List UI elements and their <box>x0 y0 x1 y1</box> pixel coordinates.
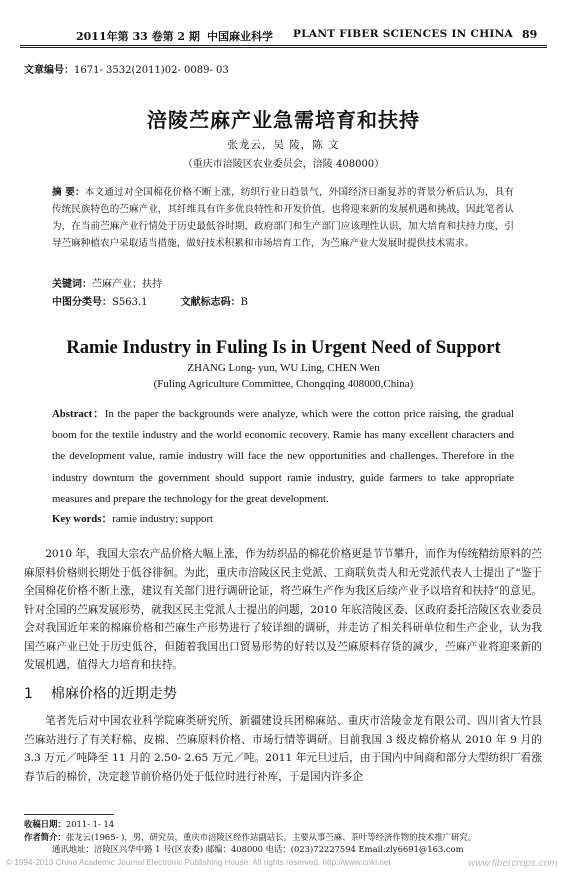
abstract-en-text: In the paper the backgrounds were analyze, which were the cotton price raising, the gradual boom for the textile industry and the world economic recovery. Ramie has many excellent characters and the development value, ramie industry will face the new opportunities and challenges. Therefore in the industry downturn the government should support ramie industry, guide farmers to take appropriate measures and prepare the technology for the great development. <box>52 408 514 505</box>
header-rule-thin <box>20 47 547 48</box>
header-journal-cn: 中国麻业科学 <box>207 30 273 43</box>
received-label: 收稿日期： <box>24 819 66 829</box>
classification <box>52 293 278 308</box>
title-en: Ramie Industry in Fuling Is in Urgent Need of Support <box>66 338 501 358</box>
received-value: 2011- 1- 14 <box>65 819 115 829</box>
clc-label: 中图分类号： <box>52 297 112 308</box>
abstract-cn <box>52 184 514 252</box>
keywords-en <box>52 511 213 526</box>
section-heading <box>24 683 177 703</box>
author-bio-value: 张龙云(1965- )，男，研究员，重庆市涪陵区经作站副站长。主要从事苎麻、茶叶等经济作物的技术推广研究。 <box>65 832 477 842</box>
section-title: 棉麻价格的近期走势 <box>50 686 177 702</box>
copyright-line: © 1994-2013 China Academic Journal Electronic Publishing House. All rights reserved. http://www.cnki.net <box>6 858 391 867</box>
authors-en: ZHANG Long- yun, WU Ling, CHEN Wen <box>187 362 380 374</box>
footnote-address: 通讯地址：涪陵区兴华中路 1 号(区农委) 邮编：408000 电话：(023)72227594 Email:zly6691@163.com <box>52 844 464 854</box>
header-journal-en: PLANT FIBER SCIENCES IN CHINA <box>293 28 513 40</box>
doc-code-value: B <box>240 297 249 308</box>
header-rule <box>20 45 547 46</box>
keywords-en-label: Key words： <box>52 513 113 525</box>
abstract-en <box>52 404 514 510</box>
affiliation-en: (Fuling Agriculture Committee, Chongqing 408000,China) <box>153 378 414 390</box>
keywords-cn-text: 苎麻产业；扶持 <box>92 279 162 290</box>
article-number <box>24 61 229 76</box>
affiliation-cn: （重庆市涪陵区农业委员会，涪陵 408000） <box>182 159 385 170</box>
author-bio-label: 作者简介： <box>24 832 66 842</box>
footnote-received <box>24 818 114 830</box>
keywords-cn-label: 关键词： <box>52 279 92 290</box>
clc-value: S563.1 <box>112 297 148 308</box>
article-number-label: 文章编号： <box>24 65 74 76</box>
keywords-en-text: ramie industry; support <box>112 513 214 525</box>
header-issue: 2011年第 33 卷第 2 期 <box>76 30 200 43</box>
intro-paragraph: 2010 年，我国大宗农产品价格大幅上涨，作为纺织品的棉花价格更是节节攀升，而作为传统精纺原料的苎麻原料价格则长期处于低谷徘徊。为此，重庆市涪陵区民主党派、工商联负责人和无党派代表人士提出了“鉴于全国棉花价格不断上涨，建议有关部门进行调研论证，将苎麻生产作为我区后续产业予以培育和扶持”的意见。针对全国的苎麻发展形势，就我区民主党派人士提出的问题，2010 年底涪陵区委、区政府委托涪陵区农业委员会对我国近年来的棉麻价格和苎麻生产形势进行了较详细的调研，并走访了相关科研单位和生产企业，认为我国苎麻产业已处于历史低谷，但随着我国出口贸易形势的好转以及苎麻原料存货的减少，苎麻产业将迎来新的发展机遇，值得大力培育和扶持。 <box>24 548 542 671</box>
article-number-value: 1671- 3532(2011)02- 0089- 03 <box>74 65 229 76</box>
title-cn: 涪陵苎麻产业急需培育和扶持 <box>147 108 420 132</box>
abstract-cn-text: 本文通过对全国棉花价格不断上涨，纺织行业日趋景气，外国经济日渐复苏的背景分析后认为，具有传统民族特色的苎麻产业，其纤维具有许多优良特性和开发价值，也将迎来新的发展机遇和挑战。因此笔者认为，在当前苎麻产业行情处于历史最低谷时期，政府部门和生产部门应该理性认识，加大培育和扶持力度，引导苎麻种植农户采取适当措施，做好技术积累和市场培育工作，为苎麻产业大发展时提供技术需求。 <box>52 187 514 249</box>
watermark: www.fibercrops.com <box>468 858 558 869</box>
section-number: 1 <box>24 686 33 702</box>
abstract-en-label: Abstract： <box>52 408 105 420</box>
footnote-rule <box>24 814 114 815</box>
section-paragraph: 笔者先后对中国农业科学院麻类研究所、新疆建设兵团棉麻站、重庆市涪陵金龙有限公司、四川省大竹县苎麻站进行了有关籽棉、皮棉、苎麻原料价格、市场行情等调研。目前我国 3 级皮棉价格从 2010 年 9 月的 3.3 万元／吨降至 11 月的 2.50- 2.65 万元／吨。2011 年元旦过后，由于国内中间商和部分大型纺织厂看涨春节后的棉价，决定趁节前价格仍处于低位时进行补库，于是国内许多企 <box>24 715 542 783</box>
keywords-cn <box>52 275 162 290</box>
doc-code-label: 文献标志码： <box>180 297 241 308</box>
abstract-cn-label: 摘 要： <box>52 187 85 198</box>
authors-cn: 张龙云，吴 陵，陈 文 <box>227 139 340 151</box>
header-page-number: 89 <box>522 28 538 41</box>
footnote-author <box>24 831 476 843</box>
